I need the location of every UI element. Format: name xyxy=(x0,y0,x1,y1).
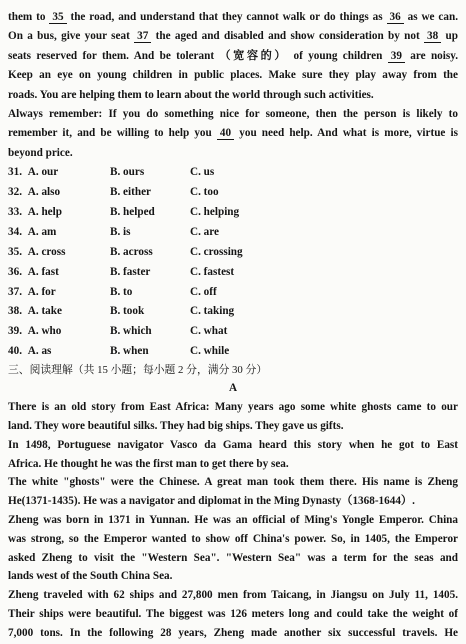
cloze-text: seats reserved for them. And be tolerant （宽容的） of young children xyxy=(8,49,388,62)
option-a: A. am xyxy=(27,225,57,238)
cloze-text: up xyxy=(445,30,458,43)
passage-line: asked Zheng to visit the "Western Sea". "Western Sea" was a term for the seas and xyxy=(8,551,458,564)
question-number: 40. xyxy=(8,345,22,358)
option-a-cell xyxy=(8,322,110,342)
option-a: A. for xyxy=(27,285,56,298)
question-number: 36. xyxy=(8,265,22,278)
option-c: C. are xyxy=(190,225,219,238)
option-a: A. help xyxy=(27,205,62,218)
passage-line: The white "ghosts" were the Chinese. A great man took them there. His name is Zheng xyxy=(8,476,458,489)
option-b: B. when xyxy=(110,345,149,358)
question-number: 32. xyxy=(8,186,22,199)
option-a: A. who xyxy=(27,325,62,338)
option-b: B. took xyxy=(110,305,145,318)
cloze-line xyxy=(8,8,458,27)
option-row xyxy=(8,163,458,183)
option-a: A. take xyxy=(27,305,62,318)
blank-number: 39 xyxy=(388,51,405,63)
cloze-text: them to xyxy=(8,11,50,23)
option-row xyxy=(8,203,458,223)
passage-line: 7,000 tons. In the following 28 years, Zheng made another six successful travels. He xyxy=(8,626,458,639)
option-row xyxy=(8,243,458,263)
section-heading: 三、阅读理解（共 15 小题；每小题 2 分，满分 30 分） xyxy=(8,364,268,377)
cloze-text: Always remember: If you do something nice for someone, then the person is likely to xyxy=(8,107,458,120)
cloze-text: are noisy. xyxy=(410,49,458,62)
cloze-line xyxy=(8,144,458,163)
option-a: A. cross xyxy=(27,245,66,258)
option-row xyxy=(8,263,458,283)
option-b: B. either xyxy=(110,186,152,199)
option-c: C. fastest xyxy=(190,265,235,278)
option-c: C. too xyxy=(190,186,219,199)
reading-passage xyxy=(8,398,458,642)
cloze-line xyxy=(8,105,458,124)
passage-label: A xyxy=(228,382,238,395)
cloze-text: beyond price. xyxy=(8,146,73,159)
blank-number: 35 xyxy=(49,12,66,24)
passage-line: Their ships were beautiful. The biggest was 126 meters long and could take the weight of xyxy=(8,607,458,620)
cloze-text: Keep an eye on young children in public places. Make sure they play away from the xyxy=(8,69,458,82)
cloze-line xyxy=(8,124,458,143)
blank-number: 36 xyxy=(387,12,404,24)
option-c: C. off xyxy=(190,285,217,298)
cloze-line xyxy=(8,27,458,46)
option-b: B. across xyxy=(110,245,153,258)
cloze-text: as we can. xyxy=(407,11,458,23)
option-a: A. also xyxy=(27,186,61,199)
blank-number: 37 xyxy=(134,31,151,43)
cloze-line xyxy=(8,47,458,66)
passage-line: In 1498, Portuguese navigator Vasco da Gama heard this story when he got to East xyxy=(8,438,458,451)
option-a-cell xyxy=(8,203,110,223)
option-a: A. our xyxy=(27,166,59,179)
option-a-cell xyxy=(8,302,110,322)
option-b: B. faster xyxy=(110,265,151,278)
option-b: B. ours xyxy=(110,166,145,179)
option-a-cell xyxy=(8,183,110,203)
option-a-cell xyxy=(8,163,110,183)
cloze-line xyxy=(8,66,458,85)
cloze-line xyxy=(8,86,458,105)
question-number: 31. xyxy=(8,166,22,179)
passage-line: was strong, so the Emperor wanted to show off China's power. So, in 1405, the Emperor xyxy=(8,532,458,545)
passage-line: Zheng traveled with 62 ships and 27,800 men from Taicang, in Jiangsu on July 11, 1405. xyxy=(8,589,458,602)
option-a-cell xyxy=(8,283,110,303)
option-a: A. fast xyxy=(27,265,59,278)
cloze-text: the road, and understand that they cannot walk or do things as xyxy=(70,11,387,23)
option-a-cell xyxy=(8,223,110,243)
option-c: C. taking xyxy=(190,305,235,318)
cloze-passage xyxy=(8,8,458,163)
cloze-text: the aged and disabled and show consideration by not xyxy=(155,30,425,43)
option-c: C. while xyxy=(190,345,230,358)
blank-number: 40 xyxy=(217,128,234,140)
passage-line: He(1371-1435). He was a navigator and diplomat in the Ming Dynasty（1368-1644）. xyxy=(8,495,415,508)
passage-line: Africa. He thought he was the first man to get there by sea. xyxy=(8,457,289,470)
option-b: B. is xyxy=(110,225,131,238)
question-number: 34. xyxy=(8,225,22,238)
option-b: B. which xyxy=(110,325,152,338)
blank-number: 38 xyxy=(424,31,441,43)
option-row xyxy=(8,223,458,243)
option-b: B. to xyxy=(110,285,133,298)
cloze-text: roads. You are helping them to learn about the world through such activities. xyxy=(8,88,374,101)
cloze-text: remember it, and be willing to help you xyxy=(8,127,217,140)
option-c: C. helping xyxy=(190,205,240,218)
option-row xyxy=(8,183,458,203)
option-a-cell xyxy=(8,243,110,263)
question-number: 37. xyxy=(8,285,22,298)
option-a-cell xyxy=(8,342,110,362)
option-c: C. us xyxy=(190,166,215,179)
option-row xyxy=(8,342,458,362)
question-number: 35. xyxy=(8,245,22,258)
question-number: 38. xyxy=(8,305,22,318)
question-number: 33. xyxy=(8,205,22,218)
passage-line: Zheng was born in 1371 in Yunnan. He was an official of Ming's Yongle Emperor. China xyxy=(8,513,458,526)
option-a-cell xyxy=(8,263,110,283)
passage-line: lands west of the South China Sea. xyxy=(8,570,173,583)
option-row xyxy=(8,283,458,303)
cloze-text: you need help. And what is more, virtue is xyxy=(239,127,458,140)
cloze-text: On a bus, give your seat xyxy=(8,30,135,43)
option-a: A. as xyxy=(27,345,52,358)
option-c: C. crossing xyxy=(190,245,243,258)
option-row xyxy=(8,302,458,322)
passage-line: There is an old story from East Africa: Many years ago some white ghosts came to our xyxy=(8,401,458,414)
option-row xyxy=(8,322,458,342)
cloze-options xyxy=(8,163,458,362)
question-number: 39. xyxy=(8,325,22,338)
passage-line: land. They wore beautiful silks. They had big ships. They gave us gifts. xyxy=(8,419,344,432)
option-c: C. what xyxy=(190,325,228,338)
option-b: B. helped xyxy=(110,205,155,218)
